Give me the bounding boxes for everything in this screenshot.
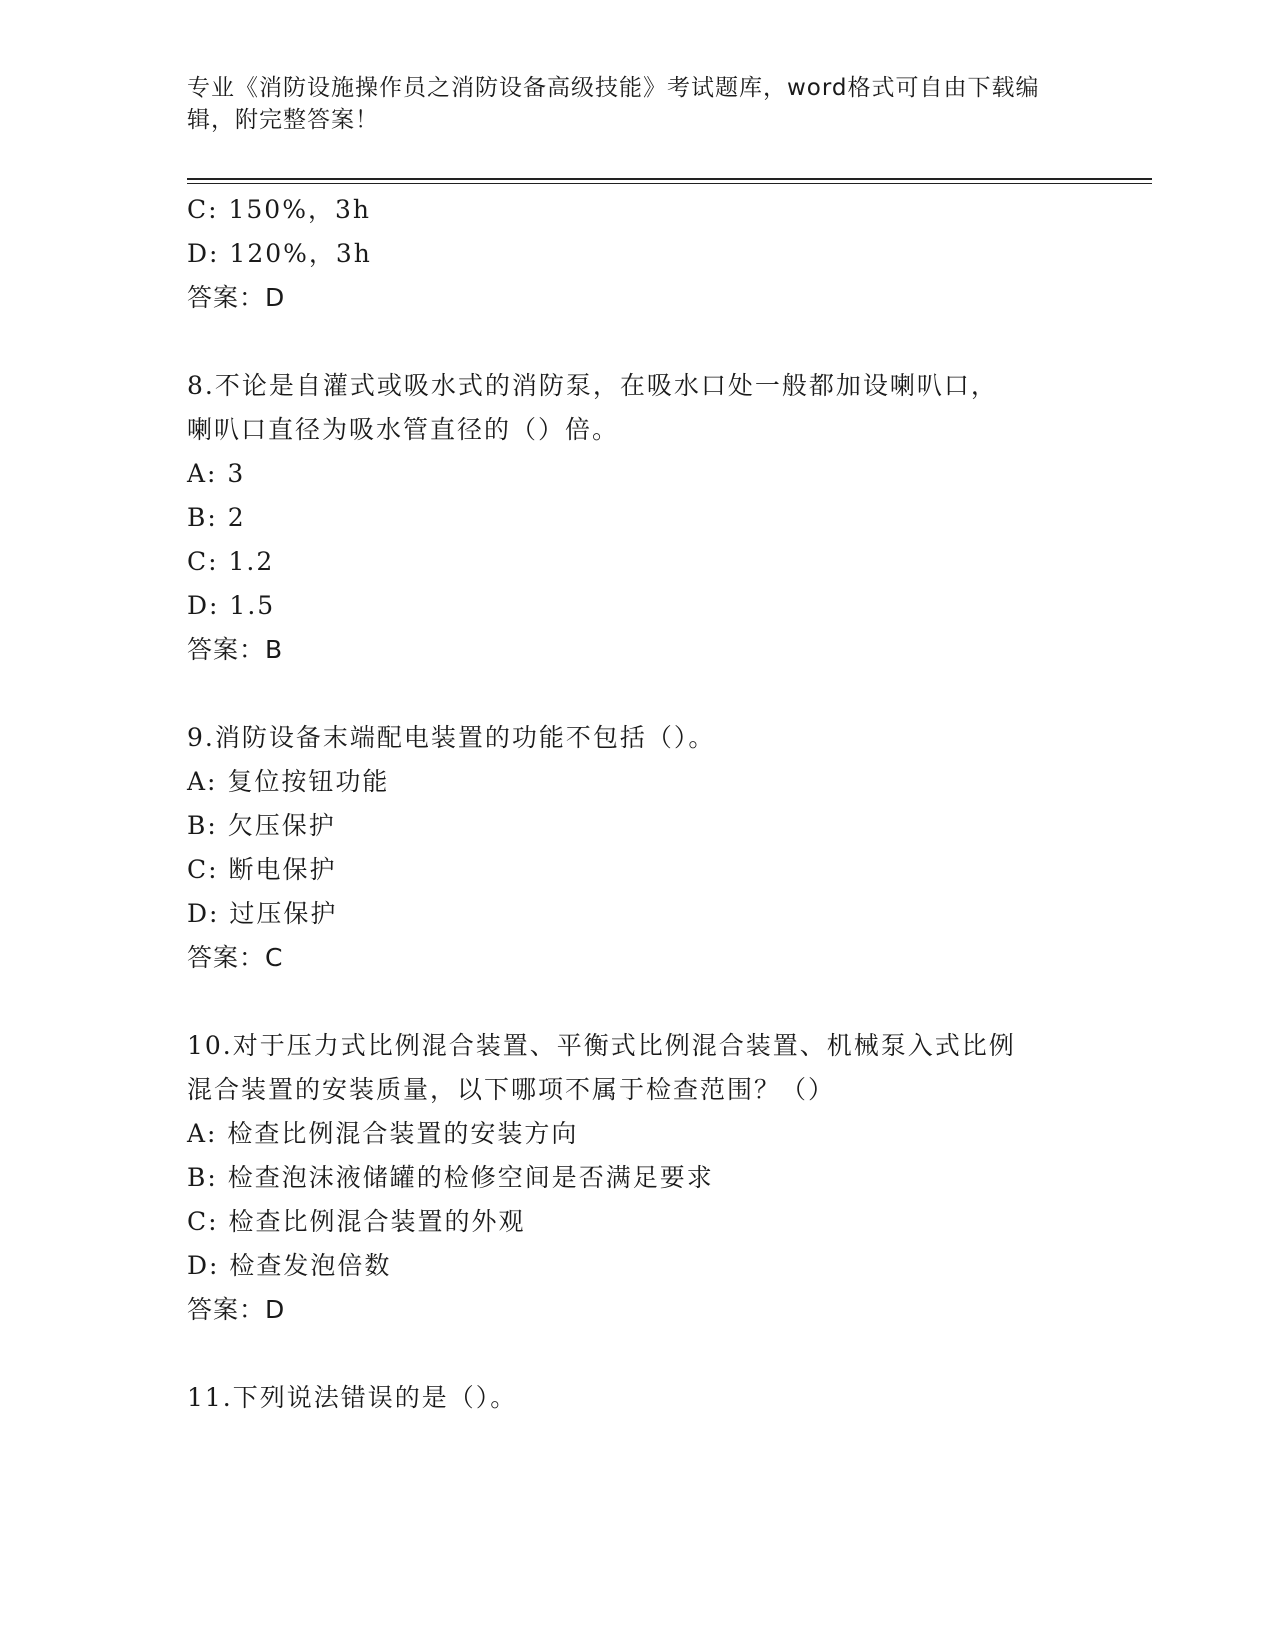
q9-option-d: D: 过压保护 [187,899,338,928]
q7-option-c: C: 150%，3h [187,195,371,224]
q10-stem-line-2: 混合装置的安装质量，以下哪项不属于检查范围？（） [187,1075,836,1104]
q10-stem-line-1: 10.对于压力式比例混合装置、平衡式比例混合装置、机械泵入式比例 [187,1031,1016,1060]
q10-option-a: A: 检查比例混合装置的安装方向 [187,1119,579,1148]
q10-option-b: B: 检查泡沫液储罐的检修空间是否满足要求 [187,1163,714,1192]
q8-option-b: B: 2 [187,503,246,532]
q7-option-d: D: 120%，3h [187,239,372,268]
q11-stem-line-1: 11.下列说法错误的是（）。 [187,1383,518,1412]
q8-stem-line-1: 8.不论是自灌式或吸水式的消防泵，在吸水口处一般都加设喇叭口， [187,371,998,400]
header-line-2: 辑，附完整答案！ [187,107,379,133]
header-line-1: 专业《消防设施操作员之消防设备高级技能》考试题库，word格式可自由下载编 [187,75,1040,101]
q8-option-d: D: 1.5 [187,591,276,620]
document-header [187,72,1067,136]
q8-option-a: A: 3 [187,459,246,488]
q9-option-a: A: 复位按钮功能 [187,767,390,796]
q9-answer: 答案：C [187,943,284,972]
header-divider-thin [187,183,1152,184]
q9-option-b: B: 欠压保护 [187,811,336,840]
q10-option-d: D: 检查发泡倍数 [187,1251,392,1280]
q8-option-c: C: 1.2 [187,547,275,576]
q7-answer: 答案：D [187,283,286,312]
q8-answer: 答案：B [187,635,284,664]
q9-stem-line-1: 9.消防设备末端配电装置的功能不包括（）。 [187,723,716,752]
header-divider-thick [187,178,1152,180]
q8-stem-line-2: 喇叭口直径为吸水管直径的（）倍。 [187,415,620,444]
q10-answer: 答案：D [187,1295,286,1324]
q9-option-c: C: 断电保护 [187,855,337,884]
q10-option-c: C: 检查比例混合装置的外观 [187,1207,526,1236]
